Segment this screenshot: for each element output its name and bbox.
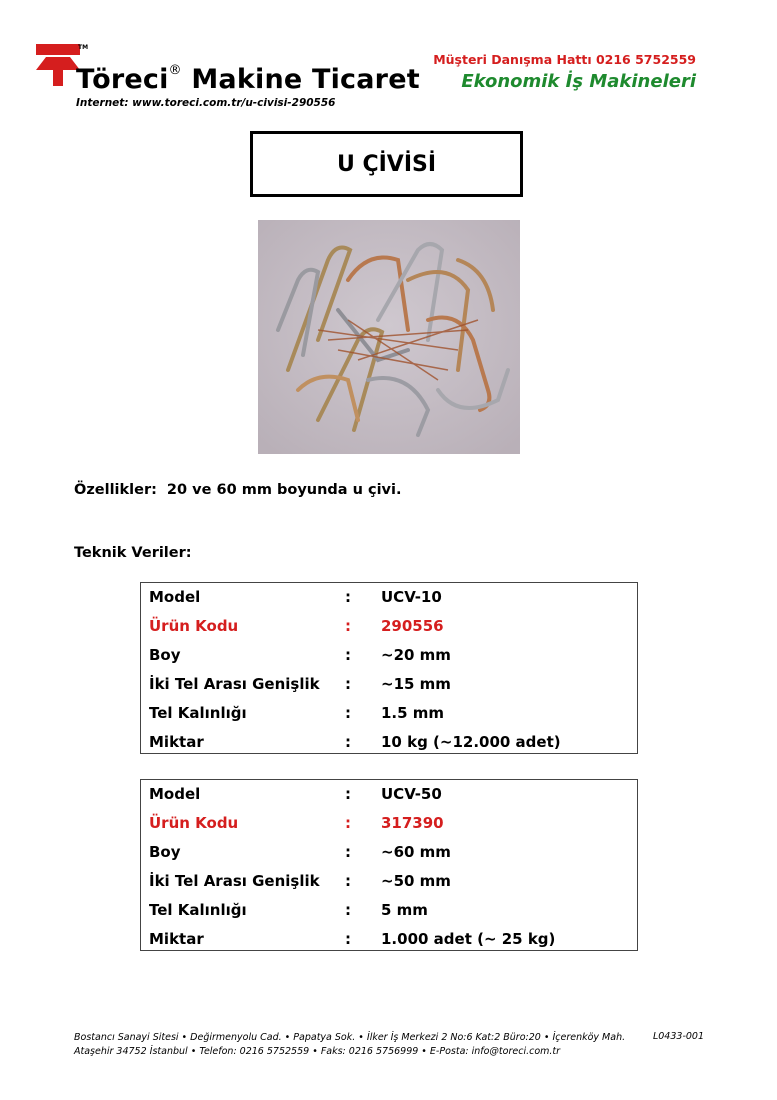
- spec-row-width: [141, 868, 637, 897]
- spec-label: Miktar: [149, 733, 204, 751]
- customer-hotline: Müşteri Danışma Hattı 0216 5752559: [433, 52, 696, 67]
- spec-colon: :: [345, 588, 351, 606]
- brand-word: Töreci: [76, 64, 169, 95]
- document-code: L0433-001: [652, 1031, 704, 1042]
- trademark-mark: TM: [78, 44, 89, 51]
- spec-value: 290556: [381, 617, 444, 635]
- website-url[interactable]: Internet: www.toreci.com.tr/u-civisi-290556: [76, 97, 336, 109]
- spec-row-length: [141, 642, 637, 671]
- company-name: [76, 63, 420, 95]
- footer-address: [74, 1031, 625, 1059]
- features-label: Özellikler:: [74, 482, 157, 498]
- spec-table-ucv-10: [140, 582, 638, 754]
- spec-colon: :: [345, 843, 351, 861]
- spec-row-product-code: [141, 810, 637, 839]
- spec-value: ~50 mm: [381, 872, 451, 890]
- spec-label: Ürün Kodu: [149, 814, 239, 832]
- brand-rest: Makine Ticaret: [191, 64, 420, 95]
- spec-row-quantity: [141, 926, 637, 955]
- features-value: 20 ve 60 mm boyunda u çivi.: [166, 482, 402, 498]
- footer-line-2: Ataşehir 34752 İstanbul • Telefon: 0216 5752559 • Faks: 0216 5756999 • E-Posta: info@toreci.com.tr: [74, 1046, 561, 1057]
- spec-row-model: [141, 781, 637, 810]
- spec-row-wire-thickness: [141, 700, 637, 729]
- spec-label: Tel Kalınlığı: [149, 901, 247, 919]
- spec-value: 1.000 adet (~ 25 kg): [381, 930, 556, 948]
- spec-label: Tel Kalınlığı: [149, 704, 247, 722]
- spec-row-wire-thickness: [141, 897, 637, 926]
- page-title: U ÇİVİSİ: [336, 151, 437, 177]
- spec-value: 5 mm: [381, 901, 428, 919]
- spec-colon: :: [345, 930, 351, 948]
- spec-row-model: [141, 584, 637, 613]
- spec-row-width: [141, 671, 637, 700]
- spec-colon: :: [345, 675, 351, 693]
- spec-table-ucv-50: [140, 779, 638, 951]
- spec-colon: :: [345, 872, 351, 890]
- footer-line-1: Bostancı Sanayi Sitesi • Değirmenyolu Cad. • Papatya Sok. • İlker İş Merkezi 2 No:6 Kat:2 Büro:20 • İçerenköy Mah.: [74, 1032, 626, 1043]
- spec-label: Boy: [149, 646, 181, 664]
- product-photo: [258, 220, 520, 454]
- spec-value: UCV-10: [381, 588, 442, 606]
- spec-colon: :: [345, 733, 351, 751]
- spec-row-quantity: [141, 729, 637, 758]
- spec-value: ~20 mm: [381, 646, 451, 664]
- technical-data-heading: Teknik Veriler:: [74, 545, 192, 561]
- spec-value: UCV-50: [381, 785, 442, 803]
- title-box: [250, 131, 523, 197]
- spec-colon: :: [345, 646, 351, 664]
- registered-mark: ®: [168, 63, 182, 78]
- company-slogan: Ekonomik İş Makineleri: [461, 71, 696, 92]
- spec-colon: :: [345, 901, 351, 919]
- spec-label: Model: [149, 588, 201, 606]
- spec-label: İki Tel Arası Genişlik: [149, 675, 320, 693]
- spec-row-length: [141, 839, 637, 868]
- spec-colon: :: [345, 785, 351, 803]
- spec-row-product-code: [141, 613, 637, 642]
- spec-value: 317390: [381, 814, 444, 832]
- spec-label: İki Tel Arası Genişlik: [149, 872, 320, 890]
- spec-label: Miktar: [149, 930, 204, 948]
- spec-value: 10 kg (~12.000 adet): [381, 733, 561, 751]
- spec-label: Model: [149, 785, 201, 803]
- spec-label: Boy: [149, 843, 181, 861]
- spec-value: 1.5 mm: [381, 704, 445, 722]
- spec-colon: :: [345, 704, 351, 722]
- features-line: [74, 482, 402, 498]
- spec-value: ~15 mm: [381, 675, 451, 693]
- spec-colon: :: [345, 814, 351, 832]
- spec-value: ~60 mm: [381, 843, 451, 861]
- spec-colon: :: [345, 617, 351, 635]
- spec-label: Ürün Kodu: [149, 617, 239, 635]
